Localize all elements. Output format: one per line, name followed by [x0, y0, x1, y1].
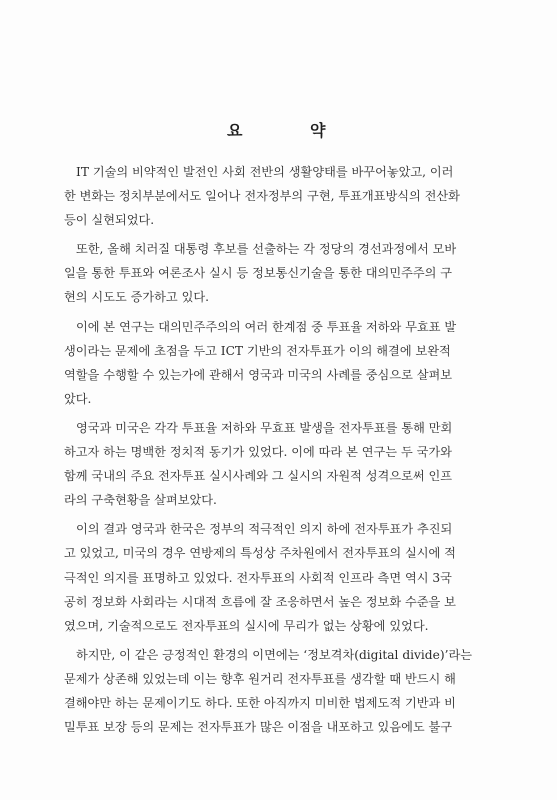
paragraph-3 [64, 315, 504, 411]
text-line: 역할을 수행할 수 있는가에 관해서 영국과 미국의 사례를 중심으로 살펴보 [64, 367, 453, 382]
text-line: 이에 본 연구는 대의민주주의의 여러 한계점 중 투표율 저하와 무효표 발 [76, 319, 457, 334]
text-line: 이의 결과 영국과 한국은 정부의 적극적인 의지 하에 전자투표가 추진되 [76, 522, 453, 537]
text-line: 또한, 올해 치러질 대통령 후보를 선출하는 각 정당의 경선과정에서 모바 [76, 242, 457, 257]
paragraph-6 [64, 643, 504, 739]
page-title [0, 118, 557, 140]
text-line: 하지만, 이 같은 긍정적인 환경의 이면에는 ‘정보격차(digital divide)’라는 [76, 647, 472, 662]
text-line: 한 변화는 정치부분에서도 일어나 전자정부의 구현, 투표개표방식의 전산화 [64, 189, 460, 204]
text-line: 현의 시도도 증가하고 있다. [64, 290, 210, 305]
text-line: 생이라는 문제에 초점을 두고 ICT 기반의 전자투표가 이의 해결에 보완적 [64, 343, 451, 358]
text-line: 결해야만 하는 문제이기도 하다. 또한 아직까지 미비한 법제도적 기반과 비 [64, 695, 456, 710]
text-line: 영국과 미국은 각각 투표율 저하와 무효표 발생을 전자투표를 통해 만회 [76, 420, 453, 435]
text-line: 하고자 하는 명백한 정치적 동기가 있었다. 이에 따라 본 연구는 두 국가와 [64, 445, 452, 460]
text-line: 공히 정보화 사회라는 시대적 흐름에 잘 조응하면서 높은 정보화 수준을 보 [64, 594, 456, 609]
summary-body [64, 160, 504, 744]
text-line: 일을 통한 투표와 여론조사 실시 등 정보통신기술을 통한 대의민주주의 구 [64, 266, 453, 281]
text-line: 함께 국내의 주요 전자투표 실시사례와 그 실시의 자원적 성격으로써 인프 [64, 469, 453, 484]
paragraph-1 [64, 160, 504, 232]
text-line: 문제가 상존해 있었는데 이는 향후 원거리 전자투표를 생각할 때 반드시 해 [64, 671, 456, 686]
text-line: 았다. [64, 391, 92, 406]
text-line: 극적인 의지를 표명하고 있었다. 전자투표의 사회적 인프라 측면 역시 3국 [64, 570, 452, 585]
text-line: 등이 실현되었다. [64, 213, 155, 228]
text-line: 였으며, 기술적으로도 전자투표의 실시에 무리가 없는 상황에 있었다. [64, 618, 429, 633]
paragraph-2 [64, 237, 504, 309]
paragraph-4 [64, 416, 504, 512]
title-char-1: 요 [227, 121, 243, 140]
text-line: 고 있었고, 미국의 경우 연방제의 특성상 주차원에서 전자투표의 실시에 적 [64, 546, 456, 561]
text-line: 밀투표 보장 등의 문제는 전자투표가 많은 이점을 내포하고 있음에도 불구 [64, 720, 453, 735]
text-line: 라의 구축현황을 살펴보았다. [64, 493, 217, 508]
paragraph-5 [64, 517, 504, 637]
text-line: IT 기술의 비약적인 발전인 사회 전반의 생활양태를 바꾸어놓았고, 이러 [76, 165, 454, 179]
title-char-2: 약 [310, 121, 326, 140]
